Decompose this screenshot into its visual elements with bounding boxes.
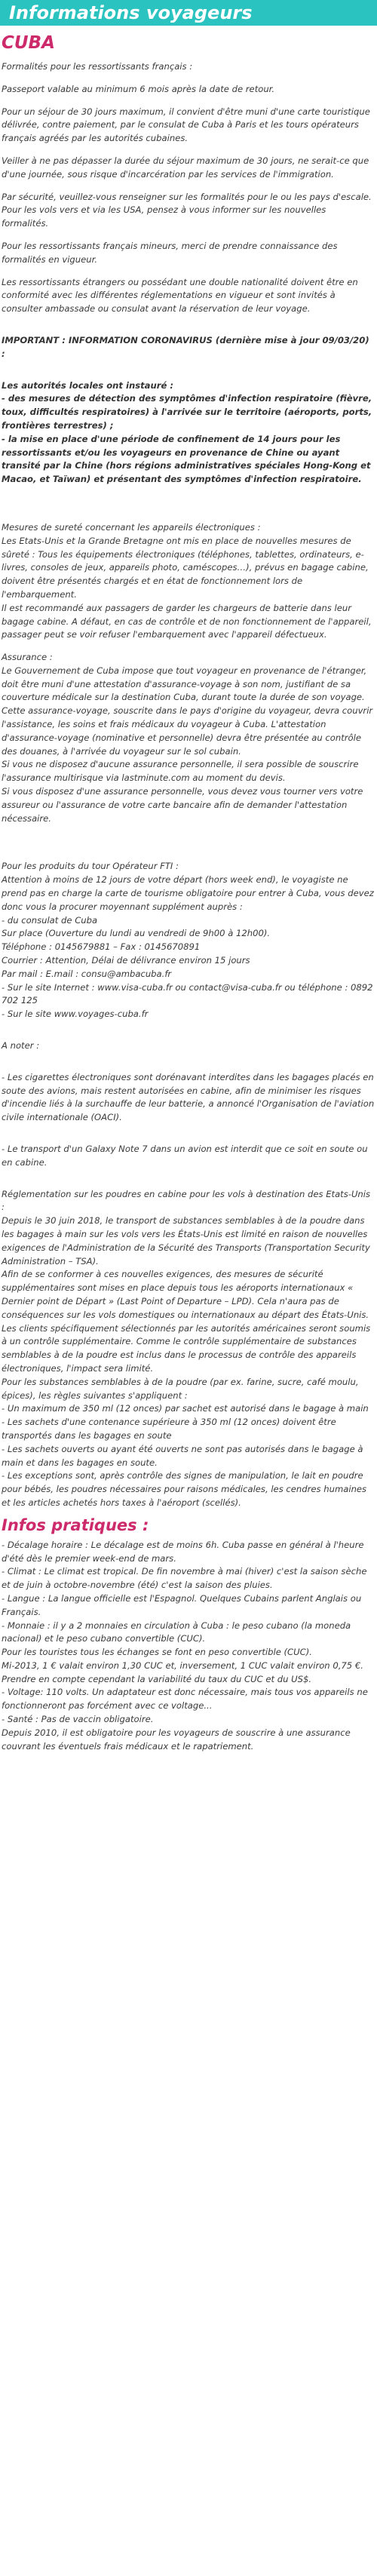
- duree-sejour-paragraph: Veiller à ne pas dépasser la durée du séjour maximum de 30 jours, ne serait-ce que d'une journée, sous risque d'incarcération par les services de l'immigration.: [2, 155, 369, 180]
- passeport-paragraph: Passeport valable au minimum 6 mois après la date de retour.: [2, 83, 275, 94]
- coronavirus-title: IMPORTANT : INFORMATION CORONAVIRUS (dernière mise à jour 09/03/20) :: [2, 334, 369, 359]
- mineurs-paragraph: Pour les ressortissants français mineurs, merci de prendre connaissance des formalités en vigueur.: [2, 240, 338, 265]
- securite-paragraph: Par sécurité, veuillez-vous renseigner sur les formalités pour le ou les pays d'escale. Pour les vols vers et via les USA, pensez à vous informer sur les nouvelles formalités.: [2, 191, 372, 229]
- galaxy-paragraph: - Le transport d'un Galaxy Note 7 dans un avion est interdit que ce soit en soute ou en cabine.: [2, 1144, 368, 1168]
- infos-pratiques-paragraph: - Décalage horaire : Le décalage est de moins 6h. Cuba passe en général à l'heure d'été dès le premier week-end de mars. - Climat : Le climat est tropical. De fin novembre à mai (hiver) c'est la saison sèche et de juin à octobre-novembre (été) c'est la saison des pluies. - Langue : La langue officielle est l'Espagnol. Quelques Cubains parlent Anglais ou Français. - Monnaie : il y a 2 monnaies en circulation à Cuba : le peso cubano (la moneda nacional) et le peso cubano convertible (CUC). Pour les touristes tous les échanges se font en peso convertible (CUC). Mi-2013, 1 € valait environ 1,30 CUC et, inversement, 1 CUC valait environ 0,75 €. Prendre en compte cependant la variabilité du taux du CUC et du US$. - Voltage: 110 volts. Un adaptateur est donc nécessaire, mais tous vos appareils ne fonctionneront pas forcément avec ce voltage... - Santé : Pas de vaccin obligatoire. Depuis 2010, il est obligatoire pour les voyageurs de souscrire à une assurance couvrant les éventuels frais médicaux et le rapatriement.: [2, 1539, 368, 1752]
- carte-touriste-paragraph: Pour un séjour de 30 jours maximum, il convient d'être muni d'une carte touristique délivrée, contre paiement, par le consulat de Cuba à Paris et les tours opérateurs français agréés par les autorités cubaines.: [2, 106, 370, 144]
- cigarettes-paragraph: - Les cigarettes électroniques sont dorénavant interdites dans les bagages placés en soute des avions, mais restent autorisées en cabine, afin de minimiser les risques d'incendie liés à la surchauffe de leur batterie, a annoncé l'Organisation de l'aviation civile internationale (OACI).: [2, 1071, 375, 1123]
- poudres-paragraph: Réglementation sur les poudres en cabine pour les vols à destination des Etats-Unis : Depuis le 30 juin 2018, le transport de substances semblables à de la poudre dans les bagages à main sur les vols vers les États-Unis est limité en raison de nouvelles exigences de l'Administration de la Sécurité des Transports (Transportation Security Administration – TSA). Afin de se conformer à ces nouvelles exigences, des mesures de sécurité supplémentaires sont mises en place depuis tous les aéroports internationaux « Dernier point de Départ » (Last Point of Departure – LPD). Cela n'aura pas de conséquences sur les vols domestiques ou internationaux au départ des États-Unis. Les clients spécifiquement sélectionnés par les autorités américaines seront soumis à un contrôle supplémentaire. Comme le contrôle supplémentaire de substances semblables à de la poudre est inclus dans le processus de contrôle des appareils électroniques, l'impact sera limité. Pour les substances semblables à de la poudre (par ex. farine, sucre, café moulu, épices), les règles suivantes s'appliquent : - Un maximum de 350 ml (12 onces) par sachet est autorisé dans le bagage à main - Les sachets d'une contenance supérieure à 350 ml (12 onces) doivent être transportés dans les bagages en soute - Les sachets ouverts ou ayant été ouverts ne sont pas autorisés dans le bagage à main et dans les bagages en soute. - Les exceptions sont, après contrôle des signes de manipulation, le lait en poudre pour bébés, les poudres nécessaires pour raisons médicales, les cendres humaines et les articles achetés hors taxes à l'aéroport (scellés).: [2, 1188, 371, 1508]
- content: [0, 60, 377, 1753]
- country-title: CUBA: [2, 33, 55, 53]
- assurance-paragraph: Assurance : Le Gouvernement de Cuba impose que tout voyageur en provenance de l'étranger, doit être muni d'une attestation d'assurance-voyage à son nom, justifiant de sa couverture médicale sur la destination Cuba, durant toute la durée de son voyage. Cette assurance-voyage, souscrite dans le pays d'origine du voyageur, devra couvrir l'assistance, les soins et frais médicaux du voyageur à Cuba. L'attestation d'assurance-voyage (nominative et personnelle) devra être présentée au contrôle des douanes, à l'arrivée du voyageur sur le sol cubain. Si vous ne disposez d'aucune assurance personnelle, il sera possible de souscrire l'assurance multirisque via lastminute.com au moment du devis. Si vous disposez d'une assurance personnelle, vous devez vous tourner vers votre assureur ou l'assurance de votre carte bancaire afin de demander l'attestation nécessaire.: [2, 652, 373, 824]
- coronavirus-paragraph: Les autorités locales ont instauré : - des mesures de détection des symptômes d'infection respiratoire (fièvre, toux, difficultés respiratoires) à l'arrivée sur le territoire (aéroports, ports, frontières terrestres) ; - la mise en place d'une période de confinement de 14 jours pour les ressortissants et/ou les voyageurs en provenance de Chine ou ayant transité par la Chine (hors régions administratives spéciales Hong-Kong et Macao, et Taïwan) et présentant des symptômes d'infection respiratoire.: [2, 379, 372, 485]
- formalites-intro: Formalités pour les ressortissants français :: [2, 61, 193, 72]
- page-header: [0, 0, 377, 26]
- note-label: A noter :: [2, 1040, 40, 1052]
- infos-pratiques-title: Infos pratiques :: [2, 1515, 149, 1534]
- etrangers-paragraph: Les ressortissants étrangers ou possédant une double nationalité doivent être en conformité avec les différentes réglementations en vigueur et sont invités à consulter ambassade ou consulat avant la réservation de leur voyage.: [2, 276, 358, 315]
- surete-paragraph: Mesures de sureté concernant les appareils électroniques : Les Etats-Unis et la Grande Bretagne ont mis en place de nouvelles mesures de sûreté : Tous les équipements électroniques (téléphones, tablettes, ordinateurs, e-livres, consoles de jeux, appareils photo, caméscopes…), prévus en bagage cabine, doivent être présentés chargés et en état de fonctionnement lors de l'embarquement. Il est recommandé aux passagers de garder les chargeurs de batterie dans leur bagage cabine. A défaut, en cas de contrôle et de non fonctionnement de l'appareil, passager peut se voir refuser l'embarquement avec l'appareil défectueux.: [2, 521, 372, 640]
- page-title: Informations voyageurs: [9, 2, 253, 23]
- fti-paragraph: Pour les produits du tour Opérateur FTI : Attention à moins de 12 jours de votre départ (hors week end), le voyagiste ne prend pas en charge la carte de tourisme obligatoire pour entrer à Cuba, vous devez donc vous la procurer moyennant supplément auprès : - du consulat de Cuba Sur place (Ouverture du lundi au vendredi de 9h00 à 12h00). Téléphone : 0145679881 – Fax : 0145670891 Courrier : Attention, Délai de délivrance environ 15 jours Par mail : E.mail : consu@ambacuba.fr - Sur le site Internet : www.visa-cuba.fr ou contact@visa-cuba.fr ou téléphone : 0892 702 125 - Sur le site www.voyages-cuba.fr: [2, 861, 374, 1020]
